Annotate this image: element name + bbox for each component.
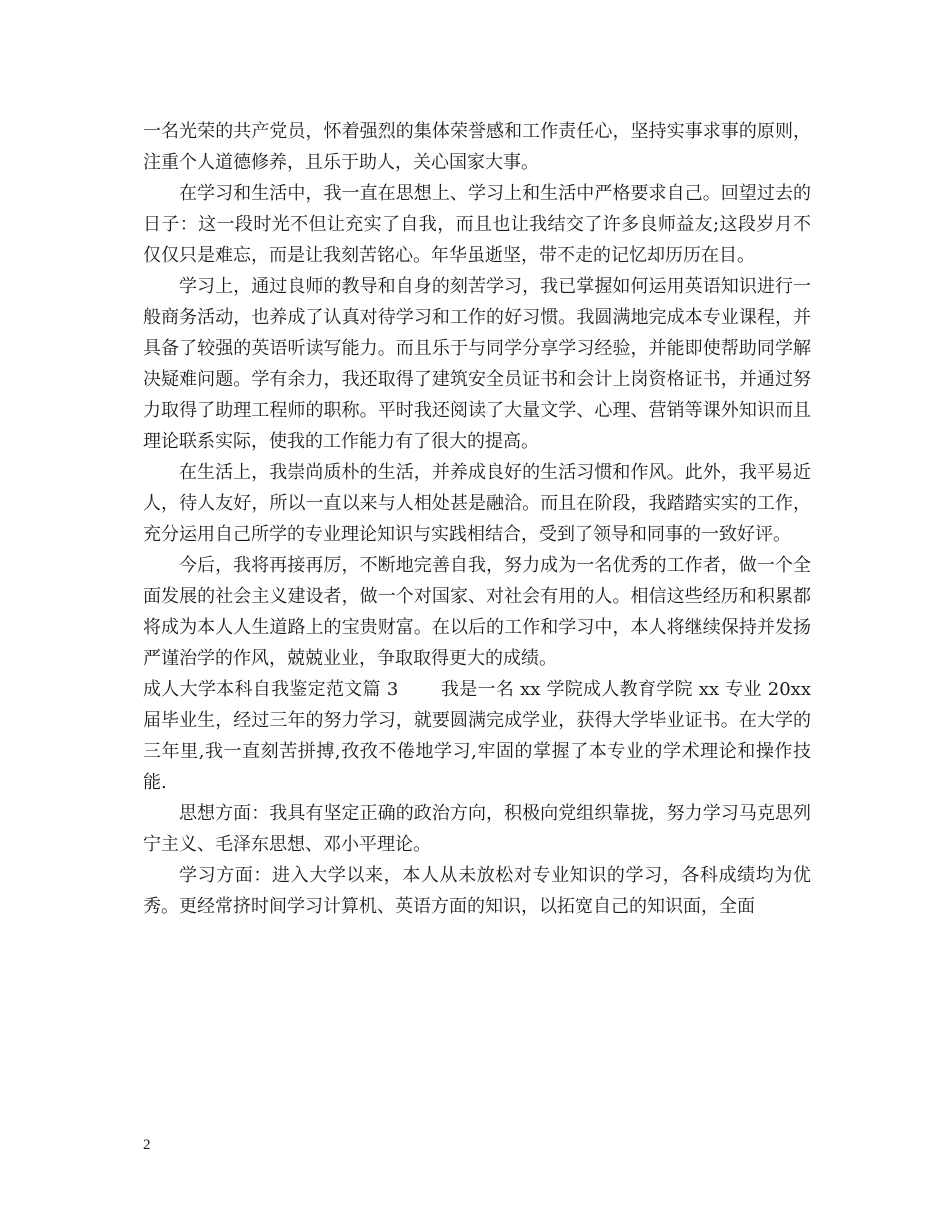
paragraph: 一名光荣的共产党员，怀着强烈的集体荣誉感和工作责任心，坚持实事求事的原则，注重个人道德修养，且乐于助人，关心国家大事。 (143, 121, 811, 173)
page-number: 2 (143, 1137, 151, 1153)
paragraph: 在生活上，我崇尚质朴的生活，并养成良好的生活习惯和作风。此外，我平易近人，待人友好，所以一直以来与人相处甚是融洽。而且在阶段，我踏踏实实的工作，充分运用自己所学的专业理论知识与实践相结合，受到了领导和同事的一致好评。 (143, 462, 811, 545)
paragraph: 学习上，通过良师的教导和自身的刻苦学习，我已掌握如何运用英语知识进行一般商务活动，也养成了认真对待学习和工作的好习惯。我圆满地完成本专业课程，并具备了较强的英语听读写能力。而且乐于与同学分享学习经验，并能即使帮助同学解决疑难问题。学有余力，我还取得了建筑安全员证书和会计上岗资格证书，并通过努力取得了助理工程师的职称。平时我还阅读了大量文学、心理、营销等课外知识而且理论联系实际，使我的工作能力有了很大的提高。 (143, 276, 811, 452)
paragraph: 今后，我将再接再厉，不断地完善自我，努力成为一名优秀的工作者，做一个全面发展的社会主义建设者，做一个对国家、对社会有用的人。相信这些经历和积累都将成为本人人生道路上的宝贵财富。在以后的工作和学习中，本人将继续保持并发扬严谨治学的作风，兢兢业业，争取取得更大的成绩。 (143, 555, 811, 669)
paragraph: 成人大学本科自我鉴定范文篇 3 我是一名 xx 学院成人教育学院 xx 专业 20xx 届毕业生，经过三年的努力学习，就要圆满完成学业，获得大学毕业证书。在大学的三年里,我一直刻苦拼搏,孜孜不倦地学习,牢固的掌握了本专业的学术理论和操作技能. (143, 679, 817, 793)
paragraph: 学习方面：进入大学以来，本人从未放松对专业知识的学习，各科成绩均为优秀。更经常挤时间学习计算机、英语方面的知识，以拓宽自己的知识面，全面 (143, 865, 811, 917)
document-body (143, 116, 817, 922)
paragraph: 思想方面：我具有坚定正确的政治方向，积极向党组织靠拢，努力学习马克思列宁主义、毛泽东思想、邓小平理论。 (143, 803, 811, 855)
paragraph: 在学习和生活中，我一直在思想上、学习上和生活中严格要求自己。回望过去的日子：这一段时光不但让充实了自我，而且也让我结交了许多良师益友;这段岁月不仅仅只是难忘，而是让我刻苦铭心。年华虽逝坚，带不走的记忆却历历在目。 (143, 183, 811, 266)
